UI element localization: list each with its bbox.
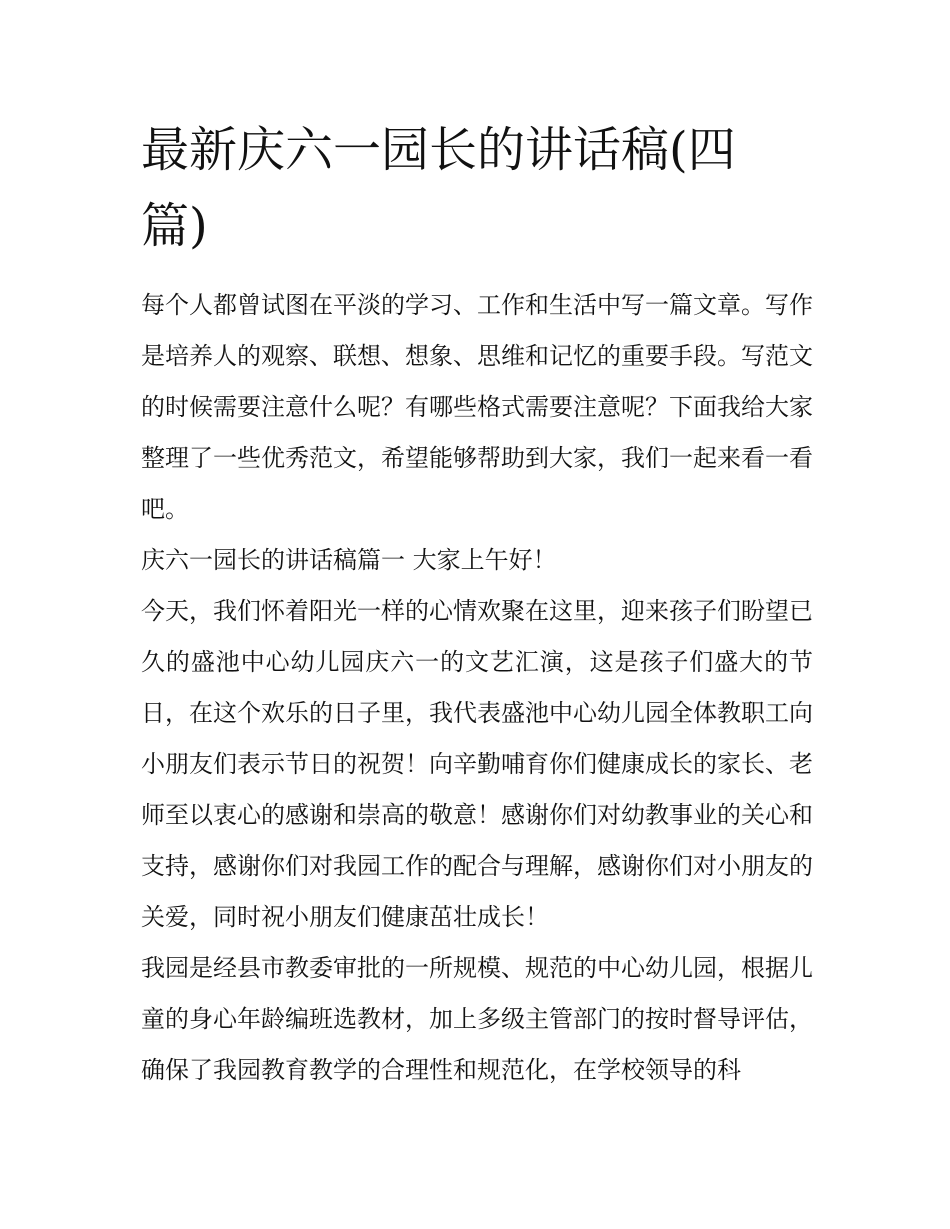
body-paragraph: 我园是经县市教委审批的一所规模、规范的中心幼儿园，根据儿童的身心年龄编班选教材，加上多级主管部门的按时督导评估，确保了我园教育教学的合理性和规范化，在学校领导的科: [141, 954, 813, 1084]
document-page: [141, 112, 813, 1096]
document-body: [141, 280, 813, 1096]
body-paragraph: 今天，我们怀着阳光一样的心情欢聚在这里，迎来孩子们盼望已久的盛池中心幼儿园庆六一的文艺汇演，这是孩子们盛大的节日，在这个欢乐的日子里，我代表盛池中心幼儿园全体教职工向小朋友们表示节日的祝贺！向辛勤哺育你们健康成长的家长、老师至以衷心的感谢和崇高的敬意！感谢你们对幼教事业的关心和支持，感谢你们对我园工作的配合与理解，感谢你们对小朋友的关爱，同时祝小朋友们健康茁壮成长！: [141, 597, 813, 931]
section-heading-paragraph: 庆六一园长的讲话稿篇一 大家上午好！: [141, 546, 557, 574]
document-title: 最新庆六一园长的讲话稿(四篇): [141, 122, 736, 254]
intro-paragraph: 每个人都曾试图在平淡的学习、工作和生活中写一篇文章。写作是培养人的观察、联想、想象、思维和记忆的重要手段。写范文的时候需要注意什么呢？有哪些格式需要注意呢？下面我给大家整理了一些优秀范文，希望能够帮助到大家，我们一起来看一看吧。: [141, 291, 813, 523]
